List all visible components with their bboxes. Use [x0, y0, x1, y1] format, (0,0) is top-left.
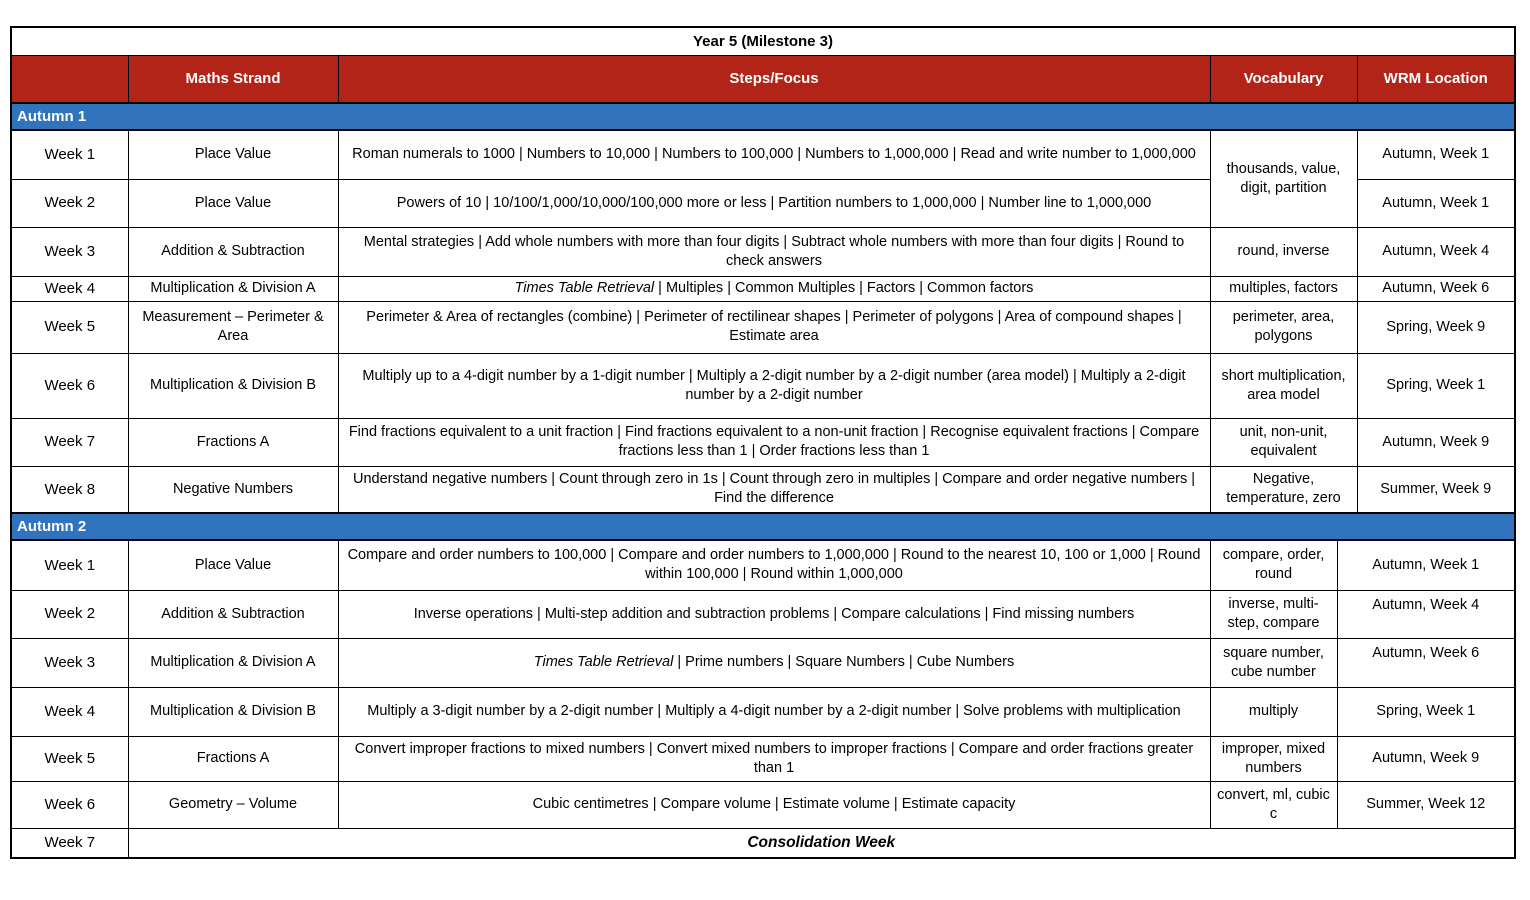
- vocabulary-cell: perimeter, area, polygons: [1210, 301, 1357, 353]
- steps-cell: Understand negative numbers | Count through zero in 1s | Count through zero in multiples | Compare and order negative numbers | Find the difference: [338, 466, 1210, 513]
- wrm-cell: Autumn, Week 9: [1337, 736, 1515, 781]
- steps-text: | Prime numbers | Square Numbers | Cube Numbers: [673, 654, 1015, 671]
- steps-cell: Cubic centimetres | Compare volume | Estimate volume | Estimate capacity: [338, 781, 1210, 828]
- steps-cell: Perimeter & Area of rectangles (combine) | Perimeter of rectilinear shapes | Perimeter of polygons | Area of compound shapes | Estimate area: [338, 301, 1210, 353]
- steps-cell: Convert improper fractions to mixed numbers | Convert mixed numbers to improper fractions | Compare and order fractions greater than 1: [338, 736, 1210, 781]
- wrm-cell: Autumn, Week 4: [1357, 227, 1515, 276]
- week-cell: Week 4: [11, 276, 128, 301]
- wrm-cell: Autumn, Week 6: [1337, 638, 1515, 687]
- wrm-cell: Spring, Week 9: [1357, 301, 1515, 353]
- vocabulary-cell: short multiplication, area model: [1210, 353, 1357, 418]
- vocabulary-cell: multiply: [1210, 687, 1337, 736]
- steps-italic-text: Times Table Retrieval: [533, 654, 674, 671]
- strand-cell: Place Value: [128, 130, 338, 179]
- strand-cell: Fractions A: [128, 736, 338, 781]
- wrm-cell: Summer, Week 12: [1337, 781, 1515, 828]
- strand-cell: Multiplication & Division A: [128, 276, 338, 301]
- consolidation-row: [11, 828, 1515, 858]
- week-cell: Week 6: [11, 781, 128, 828]
- wrm-cell: Autumn, Week 1: [1337, 540, 1515, 590]
- section-header-autumn-2: [11, 513, 1515, 540]
- strand-cell: Place Value: [128, 179, 338, 227]
- table-row: [11, 276, 1515, 301]
- week-cell: Week 3: [11, 638, 128, 687]
- vocabulary-cell: convert, ml, cubic c: [1210, 781, 1337, 828]
- col-header-wrm-location: WRM Location: [1357, 55, 1515, 103]
- strand-cell: Place Value: [128, 540, 338, 590]
- steps-cell: Mental strategies | Add whole numbers with more than four digits | Subtract whole numbers with more than four digits | Round to check answers: [338, 227, 1210, 276]
- table-row: [11, 687, 1515, 736]
- vocabulary-cell: unit, non-unit, equivalent: [1210, 418, 1357, 466]
- vocabulary-cell: round, inverse: [1210, 227, 1357, 276]
- week-cell: Week 5: [11, 736, 128, 781]
- week-cell: Week 5: [11, 301, 128, 353]
- table-row: [11, 781, 1515, 828]
- table-row: [11, 466, 1515, 513]
- vocabulary-cell: inverse, multi-step, compare: [1210, 590, 1337, 638]
- table-row: [11, 227, 1515, 276]
- wrm-cell: Spring, Week 1: [1337, 687, 1515, 736]
- column-header-row: [11, 55, 1515, 103]
- strand-cell: Geometry – Volume: [128, 781, 338, 828]
- vocabulary-cell: thousands, value, digit, partition: [1210, 130, 1357, 227]
- week-cell: Week 2: [11, 590, 128, 638]
- strand-cell: Multiplication & Division B: [128, 353, 338, 418]
- strand-cell: Addition & Subtraction: [128, 590, 338, 638]
- strand-cell: Negative Numbers: [128, 466, 338, 513]
- week-cell: Week 2: [11, 179, 128, 227]
- table-row: [11, 418, 1515, 466]
- page-title: Year 5 (Milestone 3): [11, 27, 1515, 55]
- steps-cell: Find fractions equivalent to a unit fraction | Find fractions equivalent to a non-unit fraction | Recognise equivalent fractions | Compare fractions less than 1 | Order fractions less than 1: [338, 418, 1210, 466]
- week-cell: Week 6: [11, 353, 128, 418]
- strand-cell: Addition & Subtraction: [128, 227, 338, 276]
- steps-cell: Multiply a 3-digit number by a 2-digit number | Multiply a 4-digit number by a 2-digit number | Solve problems with multiplication: [338, 687, 1210, 736]
- vocabulary-cell: multiples, factors: [1210, 276, 1357, 301]
- steps-cell: [338, 638, 1210, 687]
- table-row: [11, 301, 1515, 353]
- steps-cell: Multiply up to a 4-digit number by a 1-digit number | Multiply a 2-digit number by a 2-digit number (area model) | Multiply a 2-digit number by a 2-digit number: [338, 353, 1210, 418]
- week-cell: Week 4: [11, 687, 128, 736]
- table-row: [11, 353, 1515, 418]
- table-row: [11, 638, 1515, 687]
- table-row: [11, 736, 1515, 781]
- steps-text: | Multiples | Common Multiples | Factors | Common factors: [654, 280, 1034, 297]
- section-header-autumn-1: [11, 103, 1515, 130]
- strand-cell: Fractions A: [128, 418, 338, 466]
- wrm-cell: Summer, Week 9: [1357, 466, 1515, 513]
- curriculum-table: [10, 26, 1516, 859]
- col-header-maths-strand: Maths Strand: [128, 55, 338, 103]
- table-row: [11, 540, 1515, 590]
- section-label: Autumn 2: [11, 513, 1515, 540]
- strand-cell: Measurement – Perimeter & Area: [128, 301, 338, 353]
- steps-cell: [338, 276, 1210, 301]
- vocabulary-cell: compare, order, round: [1210, 540, 1337, 590]
- wrm-cell: Autumn, Week 4: [1337, 590, 1515, 638]
- vocabulary-cell: square number, cube number: [1210, 638, 1337, 687]
- table-row: [11, 130, 1515, 179]
- wrm-cell: Autumn, Week 1: [1357, 130, 1515, 179]
- wrm-cell: Autumn, Week 6: [1357, 276, 1515, 301]
- week-cell: Week 3: [11, 227, 128, 276]
- wrm-cell: Autumn, Week 1: [1357, 179, 1515, 227]
- section-label: Autumn 1: [11, 103, 1515, 130]
- vocabulary-cell: improper, mixed numbers: [1210, 736, 1337, 781]
- steps-cell: Inverse operations | Multi-step addition and subtraction problems | Compare calculations | Find missing numbers: [338, 590, 1210, 638]
- vocabulary-cell: Negative, temperature, zero: [1210, 466, 1357, 513]
- col-header-steps-focus: Steps/Focus: [338, 55, 1210, 103]
- steps-italic-text: Times Table Retrieval: [514, 280, 655, 297]
- week-cell: Week 8: [11, 466, 128, 513]
- strand-cell: Multiplication & Division A: [128, 638, 338, 687]
- steps-cell: Compare and order numbers to 100,000 | Compare and order numbers to 1,000,000 | Round to the nearest 10, 100 or 1,000 | Round within 100,000 | Round within 1,000,000: [338, 540, 1210, 590]
- consolidation-cell: Consolidation Week: [128, 828, 1515, 858]
- col-header-week: [11, 55, 128, 103]
- col-header-vocabulary: Vocabulary: [1210, 55, 1357, 103]
- wrm-cell: Autumn, Week 9: [1357, 418, 1515, 466]
- title-row: [11, 27, 1515, 55]
- strand-cell: Multiplication & Division B: [128, 687, 338, 736]
- steps-cell: Roman numerals to 1000 | Numbers to 10,000 | Numbers to 100,000 | Numbers to 1,000,000 | Read and write number to 1,000,000: [338, 130, 1210, 179]
- steps-cell: Powers of 10 | 10/100/1,000/10,000/100,000 more or less | Partition numbers to 1,000,000 | Number line to 1,000,000: [338, 179, 1210, 227]
- wrm-cell: Spring, Week 1: [1357, 353, 1515, 418]
- week-cell: Week 1: [11, 540, 128, 590]
- week-cell: Week 7: [11, 418, 128, 466]
- table-row: [11, 590, 1515, 638]
- week-cell: Week 1: [11, 130, 128, 179]
- week-cell: Week 7: [11, 828, 128, 858]
